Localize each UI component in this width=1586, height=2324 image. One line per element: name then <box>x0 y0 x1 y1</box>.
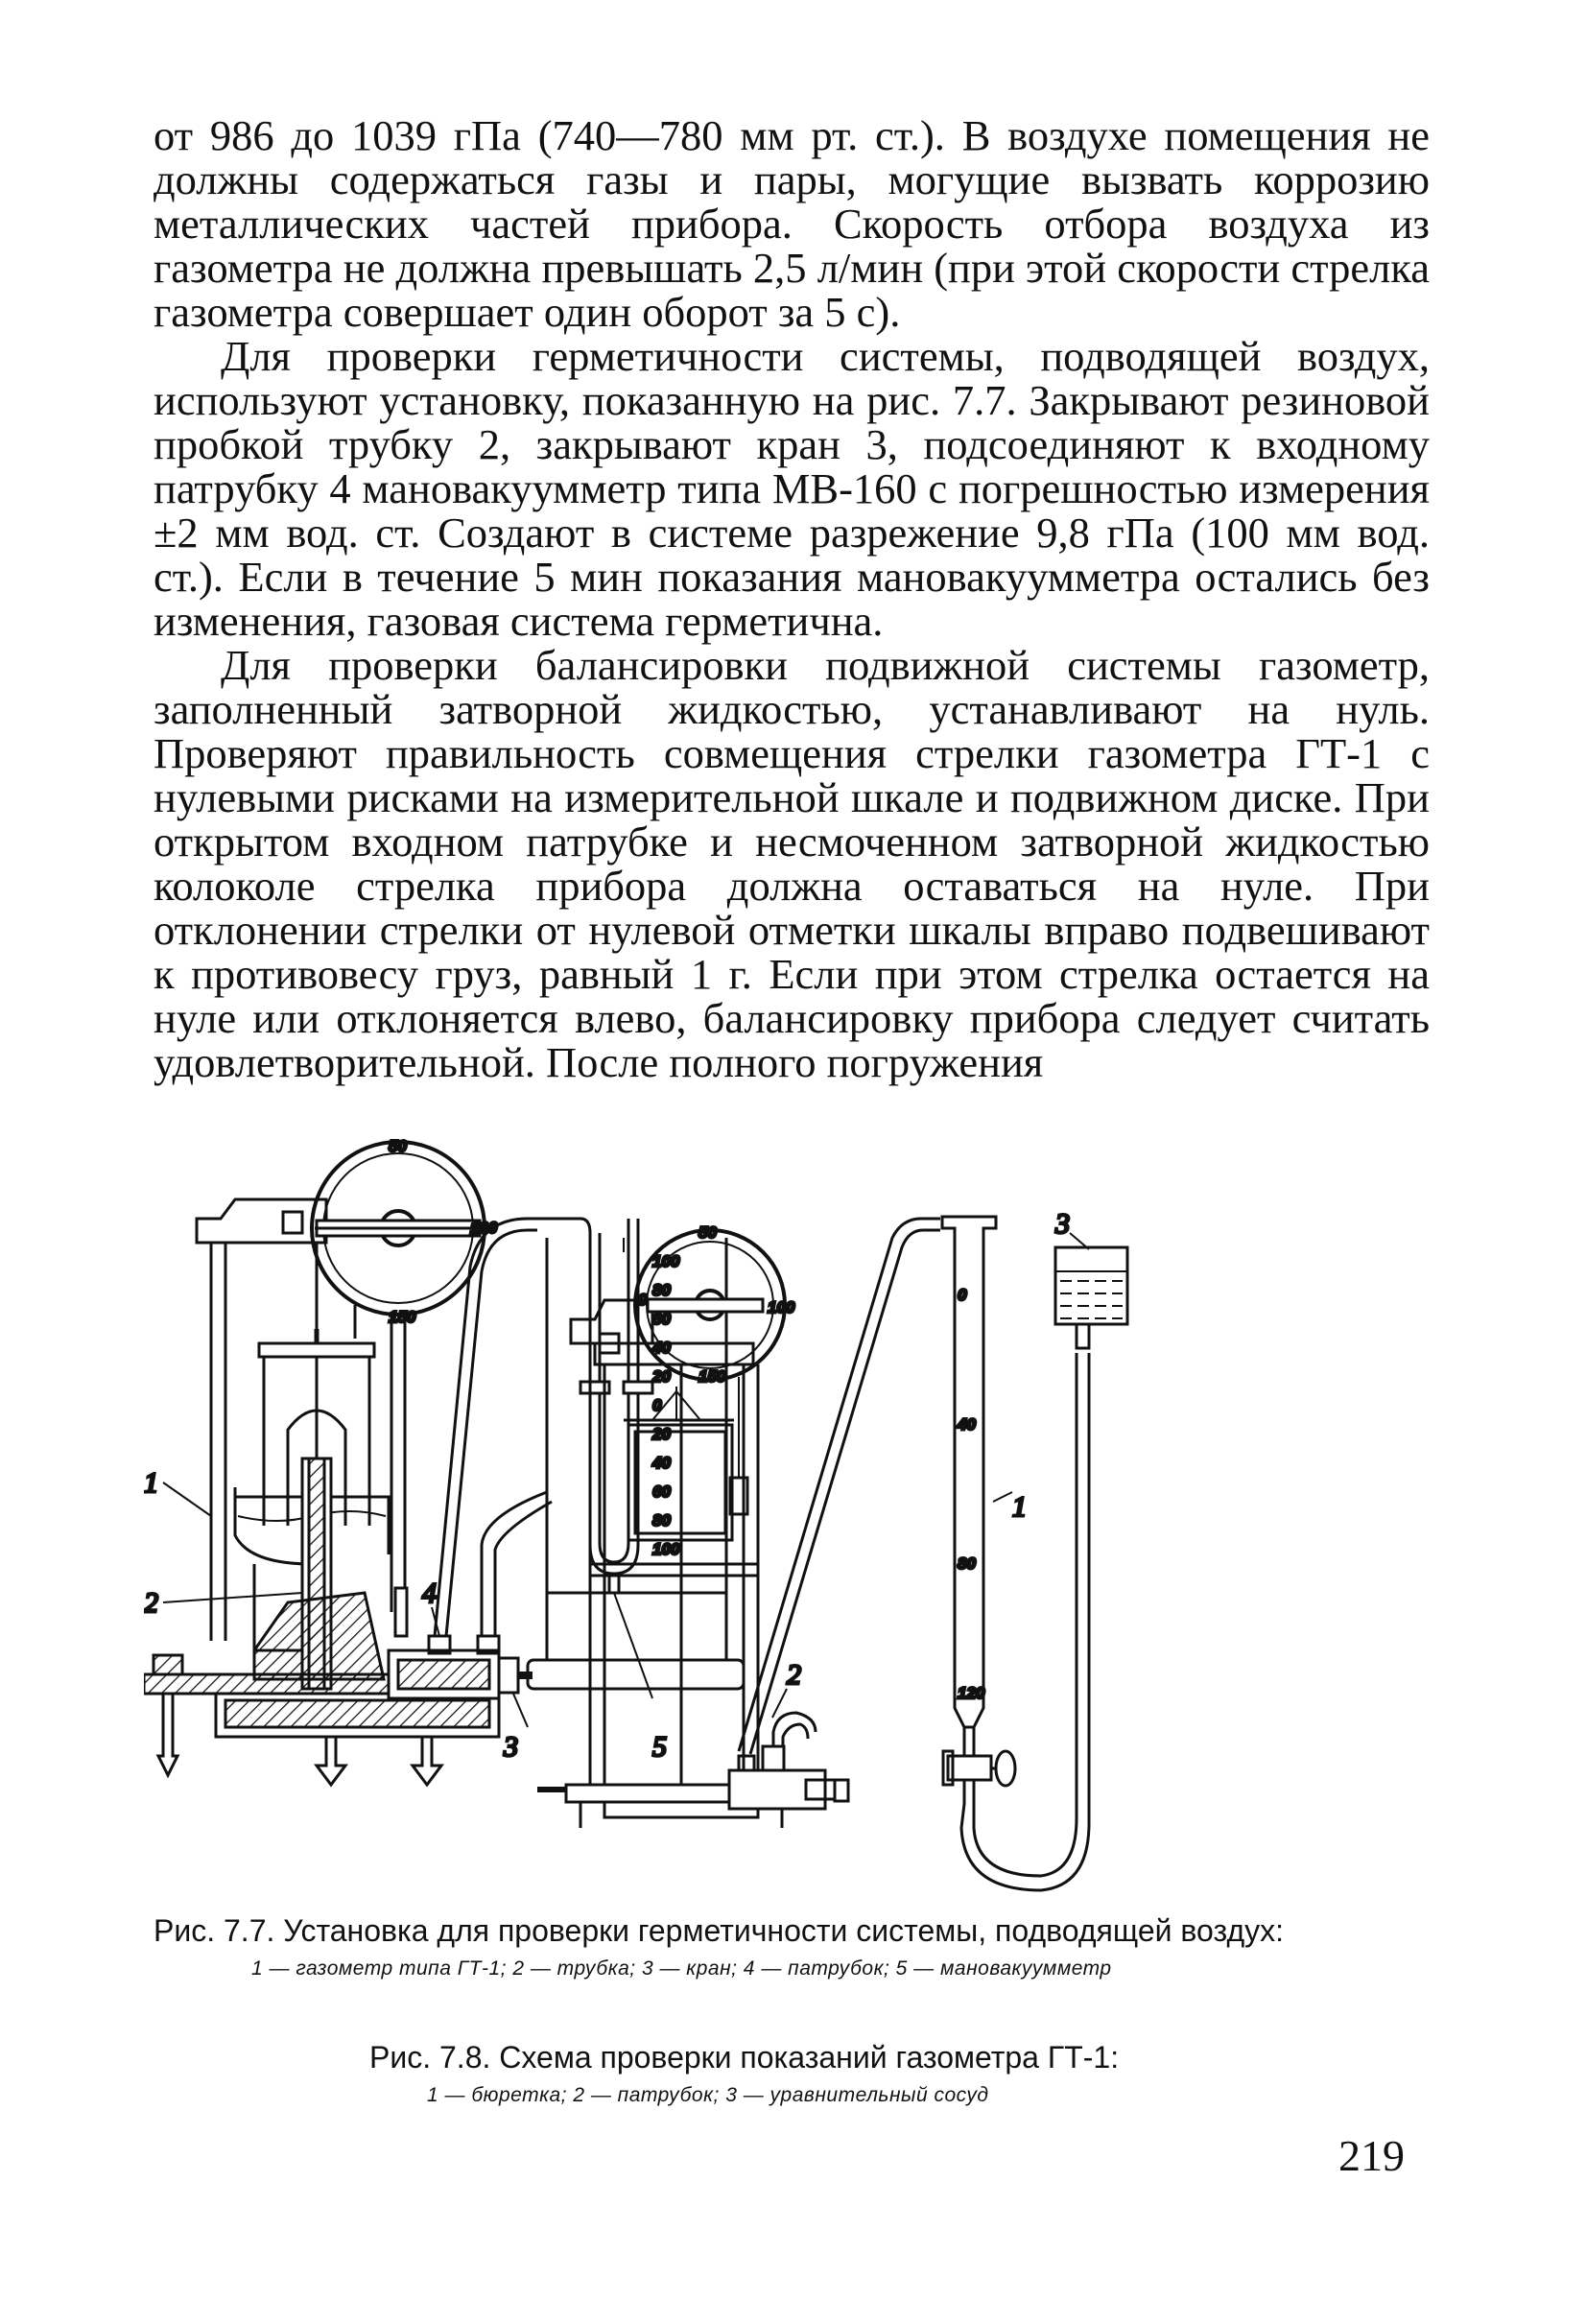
fig78-label-1: 1 <box>1012 1491 1027 1523</box>
fig77-dial-mark: 50 <box>389 1137 407 1155</box>
fig78-dial-mark: 50 <box>698 1223 717 1242</box>
burette-tick: 120 <box>958 1684 985 1702</box>
page-number: 219 <box>1338 2131 1405 2180</box>
fig78-dial-mark: 0 <box>638 1291 648 1309</box>
manometer-tick: 100 <box>652 1252 680 1270</box>
fig78-label-2: 2 <box>787 1659 801 1691</box>
manometer-tick: 40 <box>652 1454 671 1472</box>
manometer-tick: 80 <box>652 1511 671 1530</box>
burette-tick: 80 <box>958 1554 976 1573</box>
fig77-label-1: 1 <box>144 1467 158 1499</box>
paragraph-2: Для проверки герметичности системы, подводящей воздух, используют установку, показанную на рис. 7.7. Закрывают резиновой пробкой трубку 2, закрывают кран 3, подсоединяют к входному патрубку 4 мановакуумметр типа МВ-160 с погрешностью измерения ±2 мм вод. ст. Создают в системе разрежение 9,8 гПа (100 мм вод. ст.). Если в течение 5 мин показания мановакуумметра остались без изменения, газовая система герметична. <box>154 332 1430 645</box>
manometer-tick: 20 <box>652 1367 671 1386</box>
manometer-tick: 40 <box>652 1339 671 1357</box>
manometer-tick: 80 <box>652 1281 671 1299</box>
fig78-caption-title: Рис. 7.8. Схема проверки показаний газометра ГТ-1: <box>369 2040 1120 2075</box>
fig78-dial-mark: 100 <box>768 1298 795 1316</box>
fig77-label-2: 2 <box>144 1587 158 1619</box>
burette-tick: 0 <box>958 1286 967 1304</box>
burette-tick: 40 <box>958 1415 976 1434</box>
fig78-caption-legend: 1 — бюретка; 2 — патрубок; 3 — уравнительный сосуд <box>427 2084 989 2106</box>
fig77-dial-mark: 150 <box>389 1308 416 1326</box>
fig77-label-3: 3 <box>504 1731 518 1763</box>
fig77-dial-mark: 100 <box>470 1219 498 1237</box>
fig77-caption-title: Рис. 7.7. Установка для проверки герметичности системы, подводящей воздух: <box>154 1913 1284 1948</box>
body-text <box>154 113 1430 1084</box>
figures-drawing <box>144 1113 1439 1909</box>
manometer-tick: 0 <box>652 1396 662 1414</box>
paragraph-3: Для проверки балансировки подвижной системы газометр, заполненный затворной жидкостью, устанавливают на нуль. Проверяют правильность совмещения стрелки газометра ГТ-1 с нулевыми рисками на измерительной шкале и подвижном диске. При открытом входном патрубке и несмоченном затворной жидкостью колоколе стрелка прибора должна оставаться на нуле. При отклонении стрелки от нулевой отметки шкалы вправо подвешивают к противовесу груз, равный 1 г. Если при этом стрелка остается на нуле или отклоняется влево, балансировку прибора следует считать удовлетворительной. После полного погружения <box>154 641 1430 1086</box>
manometer-tick: 60 <box>652 1482 671 1501</box>
manometer-tick: 100 <box>652 1540 680 1558</box>
fig77-label-4: 4 <box>422 1577 437 1609</box>
fig77-caption-legend: 1 — газометр типа ГТ-1; 2 — трубка; 3 — кран; 4 — патрубок; 5 — мановакуумметр <box>251 1957 1112 1980</box>
paragraph-1: от 986 до 1039 гПа (740—780 мм рт. ст.). В воздухе помещения не должны содержаться газы и пары, могущие вызвать коррозию металлических частей прибора. Скорость отбора воздуха из газометра не должна превышать 2,5 л/мин (при этой скорости стрелка газометра совершает один оборот за 5 с). <box>154 111 1430 336</box>
fig78-dial-mark: 150 <box>698 1367 726 1386</box>
manometer-tick: 20 <box>652 1425 671 1443</box>
fig77-label-5: 5 <box>652 1731 667 1763</box>
fig78-label-3: 3 <box>1055 1208 1070 1240</box>
manometer-tick: 60 <box>652 1310 671 1328</box>
